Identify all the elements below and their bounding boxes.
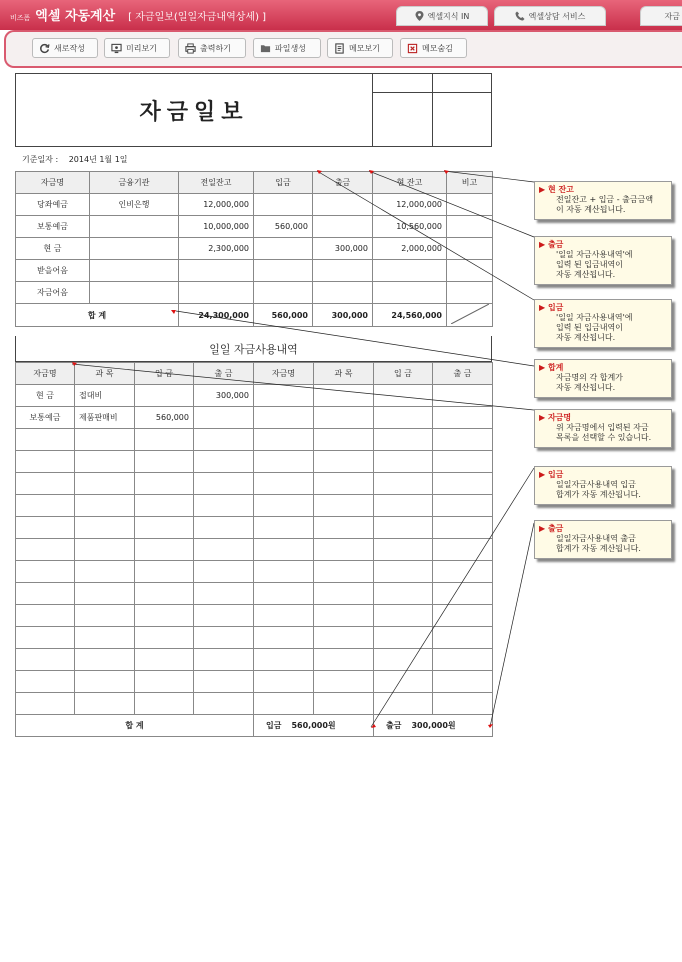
usage-in-value: 560,000원 [291, 721, 336, 730]
usage-cell[interactable] [75, 693, 135, 715]
usage-cell[interactable] [433, 627, 493, 649]
balance-cell[interactable]: 자금어음 [16, 282, 90, 304]
tab-label: 자금 [664, 11, 680, 21]
usage-cell[interactable] [374, 451, 433, 473]
callout-line: '일일 자금사용내역'에 [556, 313, 633, 322]
document-title: 자금일보 [15, 73, 373, 147]
callout-line: 합계가 자동 계산됩니다. [556, 490, 641, 499]
usage-cell[interactable] [16, 473, 75, 495]
usage-out-value: 300,000원 [411, 721, 456, 730]
balance-header-row [16, 172, 493, 194]
usage-cell[interactable] [374, 671, 433, 693]
usage-cell[interactable] [75, 561, 135, 583]
usage-cell[interactable] [433, 385, 493, 407]
usage-cell[interactable] [194, 649, 254, 671]
callout-memo [534, 520, 672, 559]
balance-cell[interactable]: 10,560,000 [373, 216, 447, 238]
print-label: 출력하기 [200, 43, 231, 53]
usage-cell[interactable] [374, 649, 433, 671]
usage-cell[interactable] [135, 429, 194, 451]
usage-cell[interactable] [75, 539, 135, 561]
balance-cell[interactable]: 당좌예금 [16, 194, 90, 216]
balance-cell[interactable] [254, 194, 313, 216]
usage-cell[interactable] [433, 517, 493, 539]
usage-cell[interactable] [135, 451, 194, 473]
balance-cell[interactable] [313, 260, 373, 282]
usage-cell[interactable] [314, 693, 374, 715]
callout-line: 이 자동 계산됩니다. [556, 205, 626, 214]
balance-cell[interactable] [254, 282, 313, 304]
usage-header-cell: 입 금 [374, 363, 433, 385]
usage-row [16, 649, 493, 671]
usage-cell[interactable] [194, 517, 254, 539]
callout-line: 자동 계산됩니다. [556, 383, 616, 392]
usage-cell[interactable] [75, 429, 135, 451]
usage-row [16, 495, 493, 517]
usage-cell[interactable] [194, 693, 254, 715]
balance-cell[interactable] [313, 194, 373, 216]
usage-cell[interactable] [75, 671, 135, 693]
approval-box [372, 73, 492, 147]
monitor-icon [111, 43, 122, 54]
usage-cell[interactable] [16, 451, 75, 473]
balance-cell[interactable] [447, 282, 493, 304]
usage-row [16, 583, 493, 605]
usage-cell[interactable] [135, 495, 194, 517]
balance-cell[interactable]: 2,000,000 [373, 238, 447, 260]
app-header [0, 0, 682, 68]
usage-cell[interactable] [374, 561, 433, 583]
callout-line: 일일자금사용내역 입금 [556, 480, 636, 489]
usage-cell[interactable] [254, 693, 314, 715]
usage-cell[interactable] [314, 451, 374, 473]
usage-cell[interactable] [194, 495, 254, 517]
usage-cell[interactable]: 보통예금 [16, 407, 75, 429]
usage-cell[interactable] [374, 407, 433, 429]
total-prev: 24,300,000 [179, 304, 254, 327]
usage-cell[interactable] [314, 671, 374, 693]
usage-cell[interactable] [75, 649, 135, 671]
usage-cell[interactable] [194, 627, 254, 649]
usage-cell[interactable] [374, 605, 433, 627]
usage-table [15, 362, 493, 737]
usage-cell[interactable] [135, 517, 194, 539]
balance-cell[interactable]: 12,000,000 [179, 194, 254, 216]
balance-cell[interactable]: 보통예금 [16, 216, 90, 238]
col-withdrawal: 출금 [313, 172, 373, 194]
balance-cell[interactable] [373, 260, 447, 282]
callout-line: 합계가 자동 계산됩니다. [556, 544, 641, 553]
usage-cell[interactable] [194, 671, 254, 693]
base-date [22, 154, 128, 165]
callout-title: ▶ 출금 [539, 240, 666, 250]
callout-line: 위 자금명에서 입력된 자금 [556, 423, 649, 432]
usage-cell[interactable] [135, 671, 194, 693]
callout-title: ▶ 출금 [539, 524, 666, 534]
tab-label: 엑셀지식 IN [427, 11, 470, 21]
usage-cell[interactable] [135, 583, 194, 605]
usage-cell[interactable] [75, 583, 135, 605]
callout-memo [534, 299, 672, 348]
usage-cell[interactable] [16, 583, 75, 605]
usage-cell[interactable] [16, 693, 75, 715]
tab-fund[interactable] [640, 6, 682, 26]
balance-cell[interactable]: 받을어음 [16, 260, 90, 282]
usage-row [16, 517, 493, 539]
usage-cell[interactable] [135, 649, 194, 671]
balance-cell[interactable] [313, 216, 373, 238]
usage-cell[interactable] [433, 473, 493, 495]
balance-cell[interactable] [90, 216, 179, 238]
brand-title: 엑셀 자동계산 [35, 9, 116, 24]
usage-row [16, 473, 493, 495]
tab-excel-knowledge[interactable] [396, 6, 488, 26]
printer-icon [185, 43, 196, 54]
usage-cell[interactable] [254, 627, 314, 649]
col-fund-name: 자금명 [16, 172, 90, 194]
balance-cell[interactable] [254, 260, 313, 282]
callout-line: 목록을 선택할 수 있습니다. [556, 433, 652, 442]
usage-cell[interactable] [254, 429, 314, 451]
balance-row [16, 238, 493, 260]
usage-cell[interactable] [433, 693, 493, 715]
usage-header-cell: 자금명 [254, 363, 314, 385]
usage-in-label: 입금 [266, 721, 282, 730]
new-label: 새로작성 [54, 43, 85, 53]
callout-line: 자동 계산됩니다. [556, 270, 616, 279]
callout-line: '일일 자금사용내역'에 [556, 250, 633, 259]
usage-out-label: 출금 [386, 721, 402, 730]
callout-title: ▶ 현 잔고 [539, 185, 666, 195]
usage-cell[interactable] [314, 517, 374, 539]
usage-cell[interactable] [254, 473, 314, 495]
usage-cell[interactable] [254, 495, 314, 517]
usage-cell[interactable] [314, 539, 374, 561]
usage-row [16, 627, 493, 649]
usage-header-cell: 과 목 [75, 363, 135, 385]
usage-total-row [16, 715, 493, 737]
balance-total-label: 합 계 [16, 304, 179, 327]
usage-cell[interactable] [75, 451, 135, 473]
total-cur: 24,560,000 [373, 304, 447, 327]
usage-cell[interactable] [314, 495, 374, 517]
usage-cell[interactable] [314, 605, 374, 627]
location-icon [415, 11, 424, 21]
usage-cell[interactable] [433, 649, 493, 671]
balance-cell[interactable]: 2,300,000 [179, 238, 254, 260]
usage-header-cell: 출 금 [433, 363, 493, 385]
usage-cell[interactable] [433, 429, 493, 451]
usage-cell[interactable] [16, 671, 75, 693]
usage-cell[interactable] [194, 539, 254, 561]
callout-title: ▶ 합계 [539, 363, 666, 373]
usage-cell[interactable] [75, 473, 135, 495]
usage-cell[interactable] [194, 407, 254, 429]
usage-cell[interactable] [135, 473, 194, 495]
balance-cell[interactable] [447, 260, 493, 282]
usage-cell[interactable] [314, 583, 374, 605]
balance-row [16, 216, 493, 238]
col-deposit: 입금 [254, 172, 313, 194]
usage-cell[interactable] [374, 429, 433, 451]
usage-cell[interactable] [374, 583, 433, 605]
usage-cell[interactable] [314, 627, 374, 649]
usage-row [16, 539, 493, 561]
total-out: 300,000 [313, 304, 373, 327]
usage-cell[interactable] [194, 561, 254, 583]
usage-cell[interactable] [135, 605, 194, 627]
usage-header-cell: 출 금 [194, 363, 254, 385]
balance-cell[interactable]: 현 금 [16, 238, 90, 260]
memo-close-icon [407, 43, 418, 54]
col-prev-balance: 전일잔고 [179, 172, 254, 194]
balance-cell[interactable] [254, 238, 313, 260]
usage-cell[interactable] [374, 539, 433, 561]
doc-title: [ 자금일보(일일자금내역상세) ] [128, 12, 267, 23]
usage-cell[interactable] [16, 495, 75, 517]
balance-cell[interactable] [447, 216, 493, 238]
usage-cell[interactable] [194, 473, 254, 495]
callout-line: 입력 된 입금내역이 [556, 260, 623, 269]
callout-title: ▶ 입금 [539, 470, 666, 480]
usage-cell[interactable]: 제품판매비 [75, 407, 135, 429]
usage-cell[interactable] [254, 605, 314, 627]
usage-cell[interactable] [374, 517, 433, 539]
usage-cell[interactable] [16, 605, 75, 627]
tab-label: 엑셀상담 서비스 [528, 11, 586, 21]
brand-small: 비즈폼 [10, 14, 31, 22]
usage-cell[interactable] [16, 539, 75, 561]
usage-cell[interactable] [433, 407, 493, 429]
memo-icon [334, 43, 345, 54]
usage-row [16, 451, 493, 473]
callout-title: ▶ 자금명 [539, 413, 666, 423]
usage-cell[interactable] [374, 627, 433, 649]
usage-row [16, 671, 493, 693]
balance-cell[interactable]: 10,000,000 [179, 216, 254, 238]
callout-memo [534, 236, 672, 285]
usage-cell[interactable]: 300,000 [194, 385, 254, 407]
balance-cell[interactable]: 12,000,000 [373, 194, 447, 216]
preview-label: 미리보기 [126, 43, 157, 53]
usage-cell[interactable] [16, 517, 75, 539]
usage-cell[interactable] [254, 517, 314, 539]
usage-cell[interactable] [254, 407, 314, 429]
usage-cell[interactable] [254, 583, 314, 605]
usage-cell[interactable] [433, 583, 493, 605]
refresh-icon [39, 43, 50, 54]
callout-line: 자동 계산됩니다. [556, 333, 616, 342]
usage-cell[interactable] [16, 429, 75, 451]
callout-memo [534, 181, 672, 220]
balance-cell[interactable] [179, 282, 254, 304]
usage-cell[interactable] [75, 517, 135, 539]
memo-hide-button[interactable] [400, 38, 467, 58]
usage-cell[interactable] [254, 539, 314, 561]
usage-cell[interactable] [314, 649, 374, 671]
callout-line: 전일잔고 + 입금 - 출금금액 [556, 195, 654, 204]
usage-cell[interactable] [16, 649, 75, 671]
usage-cell[interactable] [254, 385, 314, 407]
balance-cell[interactable] [373, 282, 447, 304]
balance-cell[interactable] [447, 194, 493, 216]
file-label: 파일생성 [275, 43, 306, 53]
usage-title: 일일 자금사용내역 [15, 336, 492, 362]
callout-line: 입력 된 입금내역이 [556, 323, 623, 332]
usage-cell[interactable] [135, 627, 194, 649]
usage-cell[interactable] [374, 693, 433, 715]
print-button[interactable] [178, 38, 246, 58]
usage-cell[interactable] [254, 561, 314, 583]
balance-cell[interactable]: 인비은행 [90, 194, 179, 216]
balance-cell[interactable] [179, 260, 254, 282]
usage-cell[interactable]: 현 금 [16, 385, 75, 407]
usage-cell[interactable] [433, 605, 493, 627]
usage-cell[interactable] [254, 671, 314, 693]
callout-memo [534, 466, 672, 505]
col-bank: 금융기관 [90, 172, 179, 194]
usage-cell[interactable] [314, 561, 374, 583]
usage-cell[interactable] [194, 451, 254, 473]
usage-cell[interactable] [194, 429, 254, 451]
col-cur-balance: 현 잔고 [373, 172, 447, 194]
callout-line: 자금명의 각 합계가 [556, 373, 623, 382]
usage-cell[interactable] [16, 627, 75, 649]
balance-row [16, 194, 493, 216]
folder-icon [260, 43, 271, 54]
usage-row [16, 407, 493, 429]
usage-cell[interactable] [194, 605, 254, 627]
usage-header-cell: 과 목 [314, 363, 374, 385]
usage-cell[interactable] [135, 693, 194, 715]
total-in: 560,000 [254, 304, 313, 327]
balance-row [16, 260, 493, 282]
new-button[interactable] [32, 38, 98, 58]
callout-memo [534, 359, 672, 398]
usage-cell[interactable] [433, 561, 493, 583]
usage-cell[interactable] [433, 495, 493, 517]
usage-cell[interactable] [314, 429, 374, 451]
usage-in-total [254, 715, 374, 737]
usage-cell[interactable] [254, 649, 314, 671]
usage-cell[interactable] [433, 671, 493, 693]
file-button[interactable] [253, 38, 321, 58]
memo-show-button[interactable] [327, 38, 393, 58]
base-date-value: 2014년 1월 1일 [68, 155, 128, 164]
callout-title: ▶ 입금 [539, 303, 666, 313]
memo-show-label: 메모보기 [349, 43, 380, 53]
usage-cell[interactable]: 접대비 [75, 385, 135, 407]
usage-header-row [16, 363, 493, 385]
usage-cell[interactable] [433, 539, 493, 561]
usage-cell[interactable] [75, 495, 135, 517]
usage-cell[interactable] [314, 407, 374, 429]
usage-cell[interactable] [433, 451, 493, 473]
usage-row [16, 605, 493, 627]
balance-cell[interactable] [90, 260, 179, 282]
tab-excel-consult[interactable] [494, 6, 606, 26]
usage-row [16, 429, 493, 451]
memo-hide-label: 메모숨김 [422, 43, 453, 53]
usage-cell[interactable] [135, 561, 194, 583]
col-note: 비고 [447, 172, 493, 194]
phone-icon [515, 11, 525, 21]
usage-cell[interactable] [254, 451, 314, 473]
balance-cell[interactable] [313, 282, 373, 304]
usage-cell[interactable] [374, 495, 433, 517]
preview-button[interactable] [104, 38, 170, 58]
balance-row [16, 282, 493, 304]
balance-table [15, 171, 493, 327]
usage-cell[interactable] [75, 627, 135, 649]
usage-row [16, 561, 493, 583]
usage-cell[interactable]: 560,000 [135, 407, 194, 429]
balance-total-row [16, 304, 493, 327]
total-note [447, 304, 493, 327]
usage-cell[interactable] [75, 605, 135, 627]
balance-cell[interactable] [90, 282, 179, 304]
usage-cell[interactable] [314, 473, 374, 495]
usage-cell[interactable] [135, 539, 194, 561]
balance-cell[interactable] [447, 238, 493, 260]
balance-cell[interactable]: 560,000 [254, 216, 313, 238]
balance-cell[interactable] [90, 238, 179, 260]
usage-cell[interactable] [135, 385, 194, 407]
usage-header-cell: 입 금 [135, 363, 194, 385]
usage-cell[interactable] [194, 583, 254, 605]
usage-cell[interactable] [16, 561, 75, 583]
base-date-label: 기준일자 : [22, 155, 59, 164]
callout-line: 일일자금사용내역 출금 [556, 534, 636, 543]
usage-cell[interactable] [374, 473, 433, 495]
callout-memo [534, 409, 672, 448]
usage-total-label: 합 계 [16, 715, 254, 737]
balance-cell[interactable]: 300,000 [313, 238, 373, 260]
usage-header-cell: 자금명 [16, 363, 75, 385]
usage-out-total [374, 715, 493, 737]
usage-cell[interactable] [314, 385, 374, 407]
usage-row [16, 385, 493, 407]
usage-row [16, 693, 493, 715]
brand [10, 5, 266, 24]
usage-cell[interactable] [374, 385, 433, 407]
